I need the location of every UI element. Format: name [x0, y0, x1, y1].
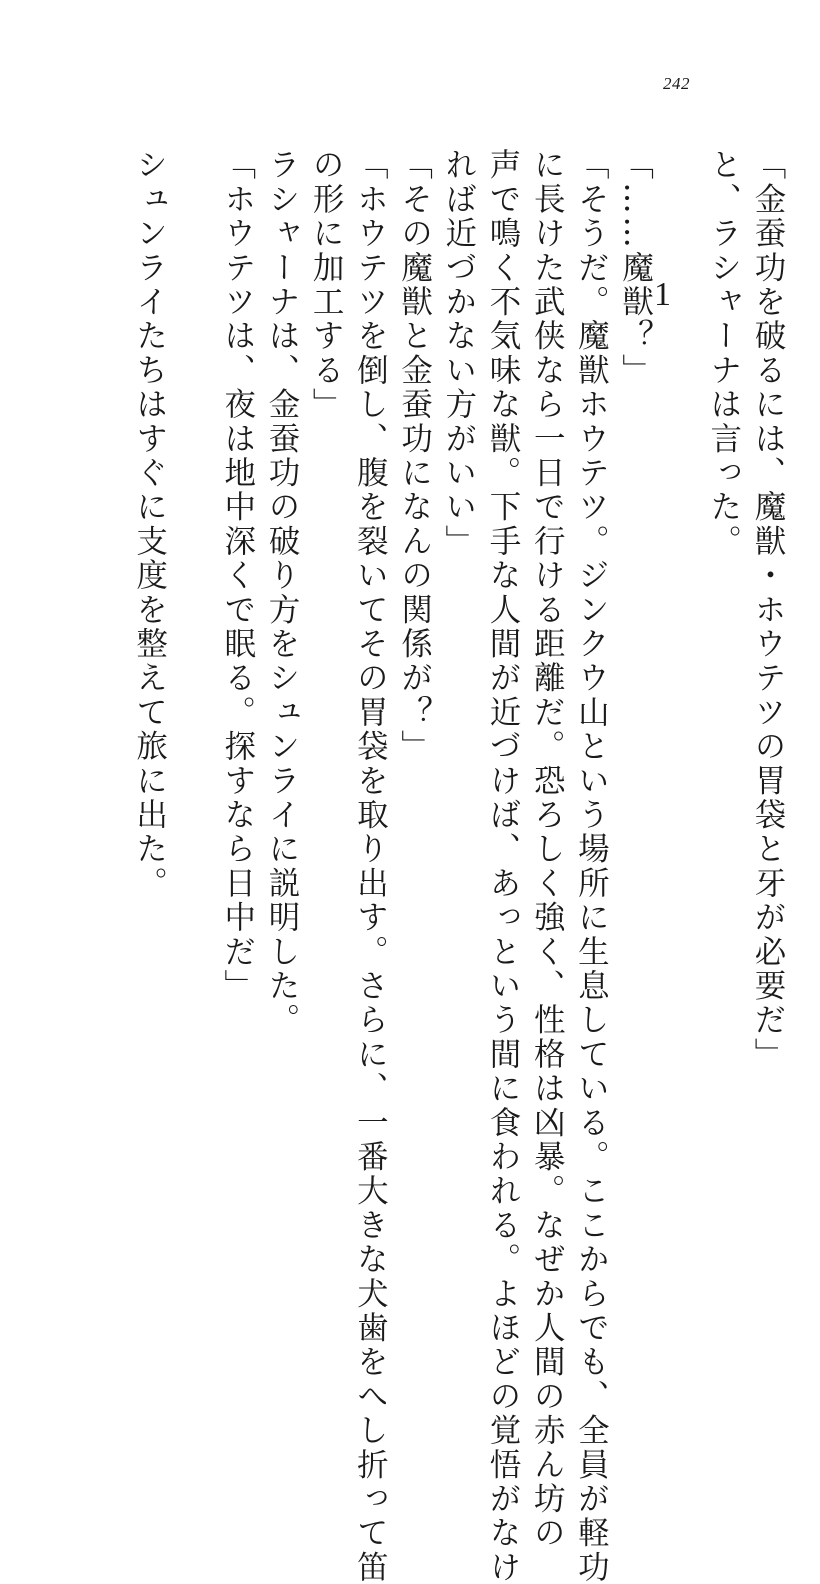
vertical-body-text	[131, 148, 790, 1584]
text-line-7: れば近づかない方がいい」	[440, 148, 477, 559]
text-line-3: 「……魔獣？」	[617, 148, 654, 388]
text-line-6: 声で鳴く不気味な獣。下手な人間が近づけば、あっという間に食われる。よほどの覚悟がなけ	[484, 148, 521, 1584]
text-line-12: 「ホウテツは、夜は地中深くで眠る。探すなら日中だ」	[219, 148, 256, 1003]
chapter-number: 1	[654, 276, 671, 313]
line-gap	[172, 148, 216, 1188]
text-line-8: 「その魔獣と金蚕功になんの関係が？」	[396, 148, 433, 764]
line-gap	[658, 148, 702, 1188]
text-line-10: の形に加工する」	[308, 148, 345, 422]
text-line-1: 「金蚕功を破るには、魔獣・ホウテツの胃袋と牙が必要だ」	[750, 148, 786, 1072]
text-line-5: に長けた武侠なら一日で行ける距離だ。恐ろしく強く、性格は凶暴。なぜか人間の赤ん坊の	[529, 148, 566, 1551]
text-line-13: シュンライたちはすぐに支度を整えて旅に出た。	[131, 148, 168, 901]
text-line-9: 「ホウテツを倒し、腹を裂いてその胃袋を取り出す。さらに、一番大きな犬歯をへし折って笛	[352, 148, 389, 1584]
page-number: 242	[663, 74, 690, 93]
text-line-4: 「そうだ。魔獣ホウテツ。ジンクウ山という場所に生息している。ここからでも、全員が軽功	[573, 148, 610, 1584]
text-line-2: と、ラシャーナは言った。	[705, 148, 742, 559]
text-line-11: ラシャーナは、金蚕功の破り方をシュンライに説明した。	[263, 148, 300, 1038]
